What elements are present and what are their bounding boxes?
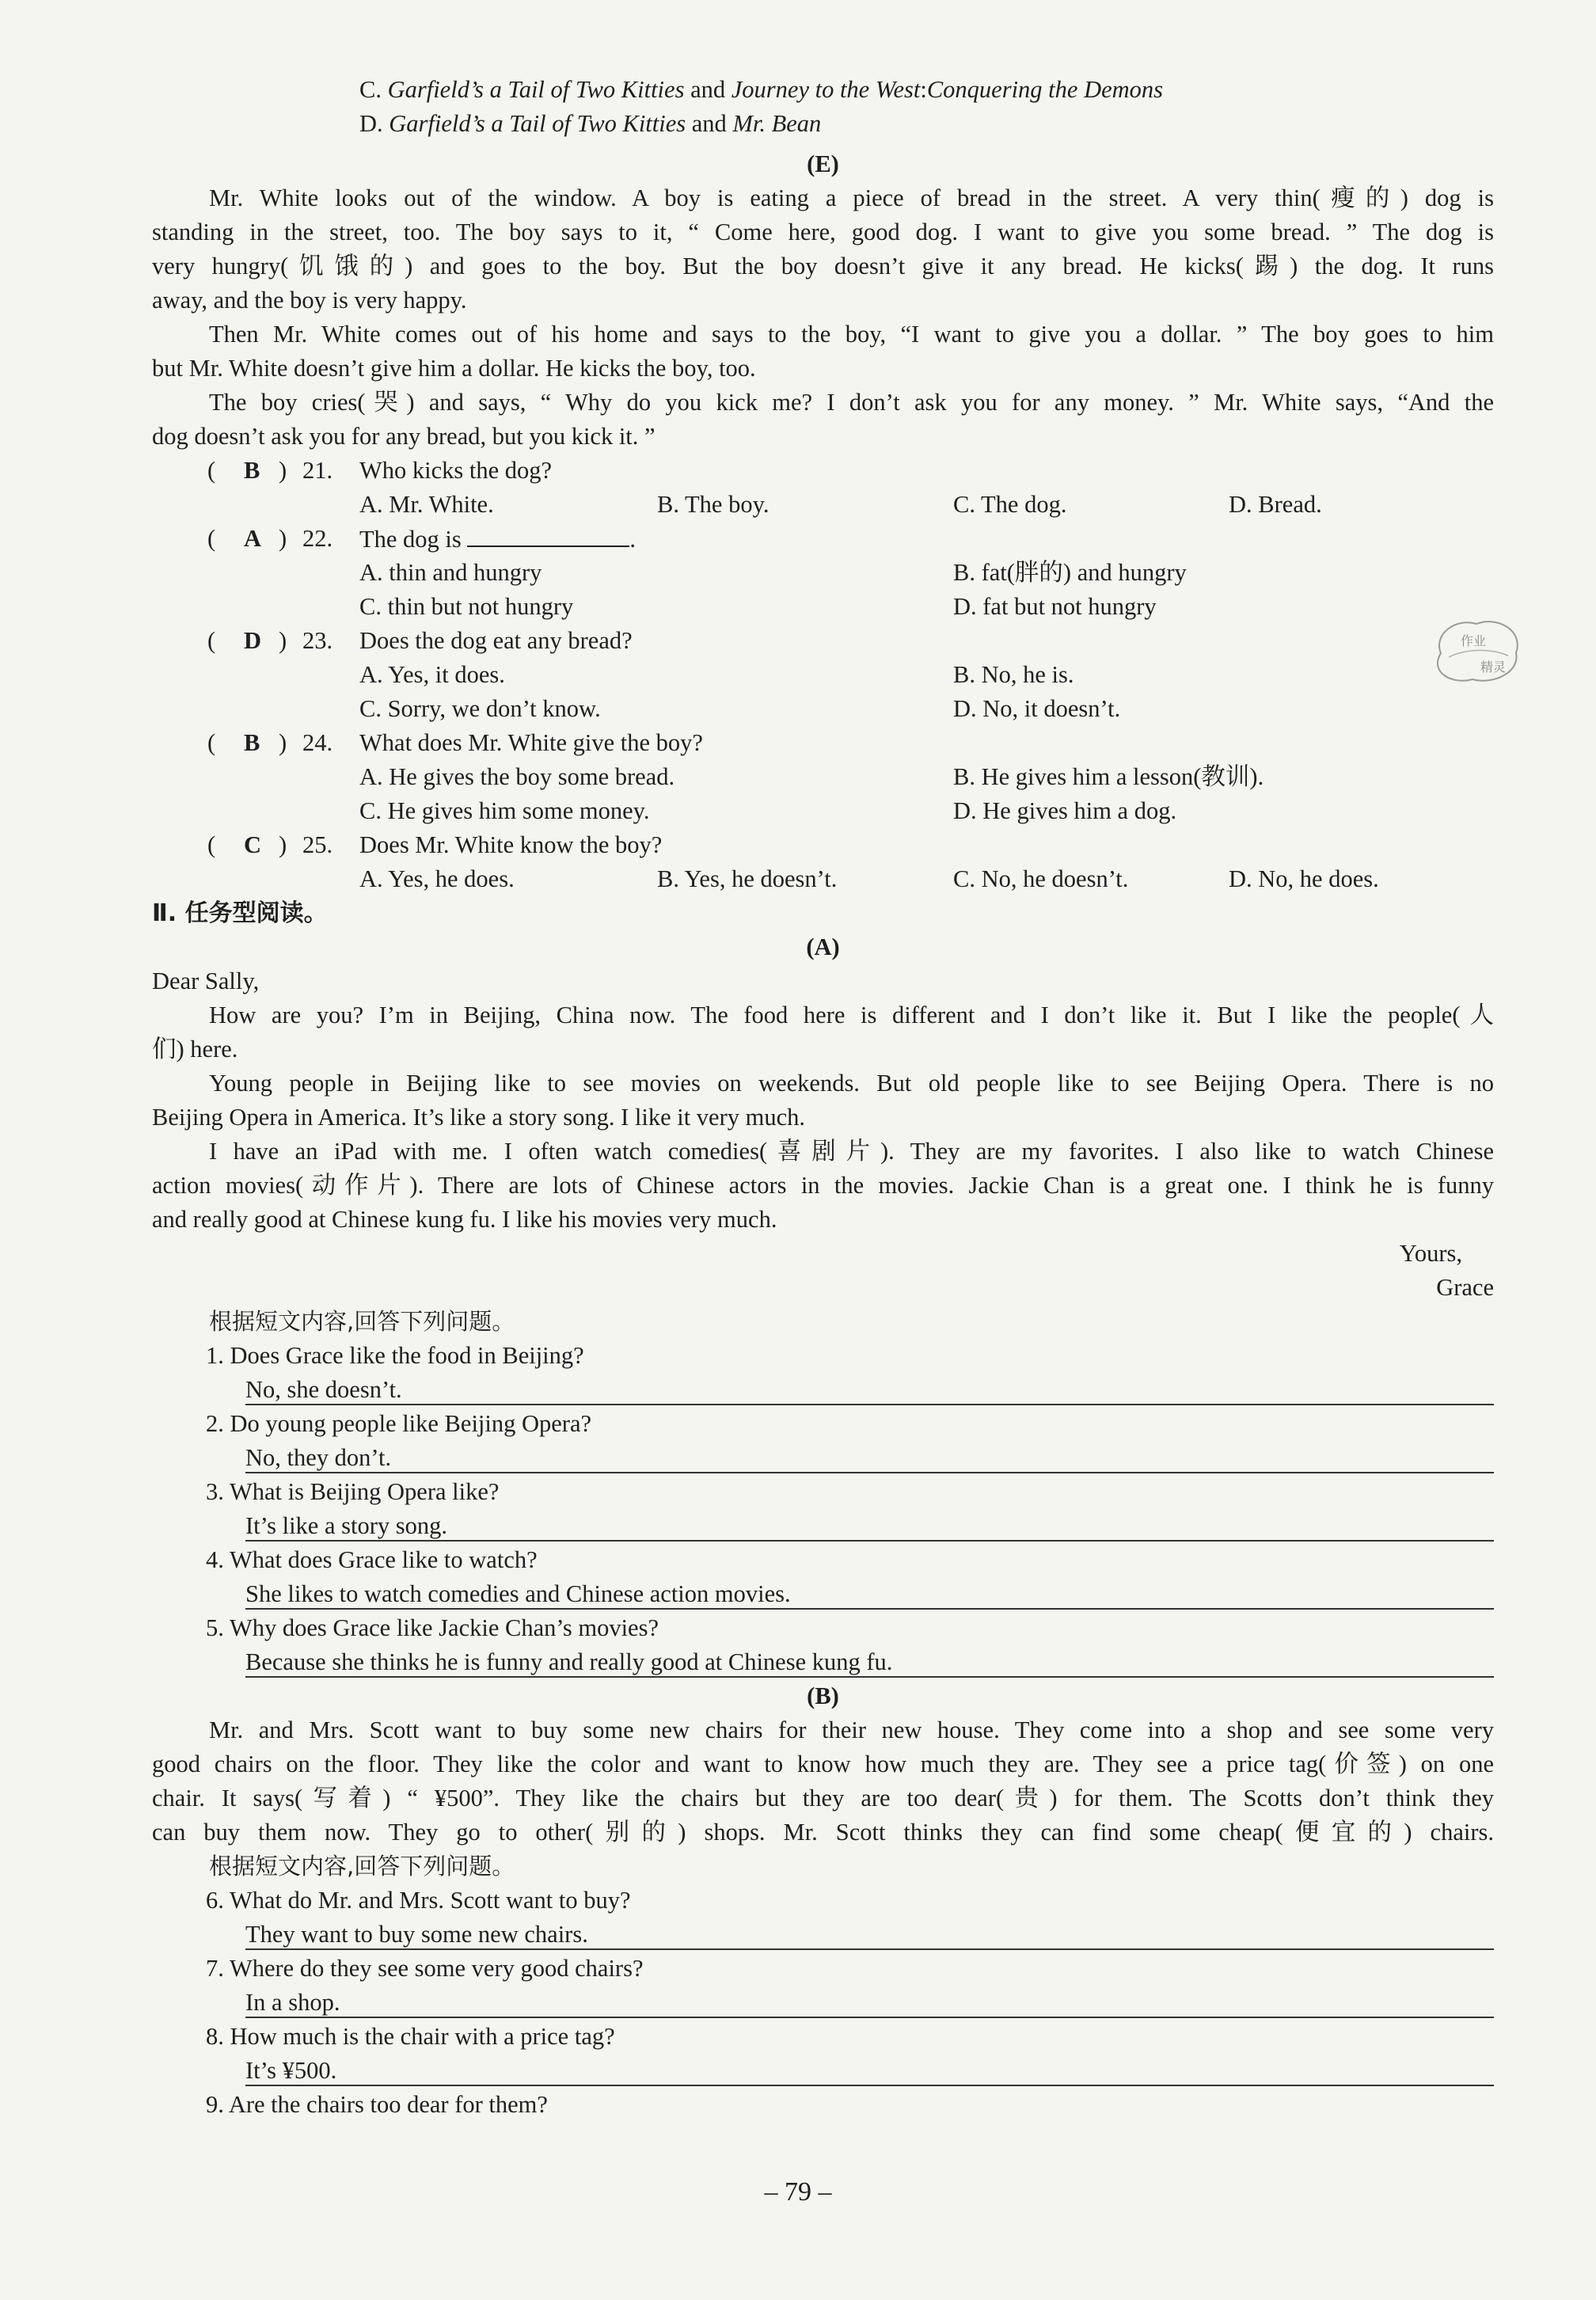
option-b[interactable]: B. Yes, he doesn’t. [657, 865, 838, 892]
letter-para2: Young people in Beijing like to see movies on weekends. But old people like to see Beijing Opera. There is no Beijing Opera in America. It’s like a story song. I like it very much. [152, 1070, 1494, 1131]
question-6: 6. What do Mr. and Mrs. Scott want to buy? [206, 1887, 631, 1914]
instruction-b: 根据短文内容,回答下列问题。 [209, 1853, 515, 1880]
page-number: – 79 – [764, 2177, 832, 2207]
answer-8[interactable]: It’s ¥500. [152, 2054, 1494, 2088]
question-24-options-row2 [152, 794, 1494, 828]
passage-e-para3: The boy cries(哭) and says, “ Why do you kick me? I don’t ask you for any money. ” Mr. White says, “And the dog doesn’t ask you for any bread, but you kick it. ” [152, 389, 1494, 450]
option-c: C. Garfield’s a Tail of Two Kitties and Journey to the West:Conquering the Demons [359, 76, 1164, 103]
option-b[interactable]: B. The boy. [657, 491, 770, 518]
option-a[interactable]: A. Yes, it does. [359, 661, 505, 688]
option-c[interactable]: C. No, he doesn’t. [953, 865, 1129, 892]
answer-4[interactable]: She likes to watch comedies and Chinese action movies. [152, 1577, 1494, 1611]
section-header-a: (A) [806, 933, 840, 960]
question-1: 1. Does Grace like the food in Beijing? [206, 1342, 584, 1369]
mc-questions [152, 454, 1494, 896]
question-21-options [152, 488, 1494, 522]
answer-7[interactable]: In a shop. [152, 1986, 1494, 2020]
question-25-options [152, 862, 1494, 896]
question-22: ( A ) 22. The dog is . [152, 522, 1494, 556]
option-c[interactable]: C. He gives him some money. [359, 797, 650, 824]
qa-list-a [152, 1339, 1494, 1679]
svg-text:作业: 作业 [1461, 633, 1487, 648]
answer-1[interactable]: No, she doesn’t. [152, 1373, 1494, 1407]
option-d[interactable]: D. Bread. [1229, 491, 1322, 518]
question-22-options-row1 [152, 556, 1494, 590]
option-d: D. Garfield’s a Tail of Two Kitties and Mr. Bean [359, 110, 822, 137]
option-d[interactable]: D. No, it doesn’t. [953, 695, 1121, 722]
answer-letter: C [244, 831, 262, 858]
option-c[interactable]: C. Sorry, we don’t know. [359, 695, 601, 722]
question-22-options-row2 [152, 590, 1494, 624]
option-d[interactable]: D. He gives him a dog. [953, 797, 1177, 824]
option-c[interactable]: C. thin but not hungry [359, 593, 574, 620]
question-3: 3. What is Beijing Opera like? [206, 1478, 500, 1505]
passage-b: Mr. and Mrs. Scott want to buy some new chairs for their new house. They come into a shop and see some very good chairs on the floor. They like the color and want to know how much they are. They see a price tag(价签) on one chair. It says(写着) “ ¥500”. They like the chairs but they are too dear(贵) for them. The Scotts don’t think they can buy them now. They go to other(别的) shops. Mr. Scott thinks they can find some cheap(便宜的) chairs. [152, 1716, 1494, 1846]
answer-letter: B [244, 729, 260, 756]
option-a[interactable]: A. thin and hungry [359, 559, 542, 586]
passage-e-para1: Mr. White looks out of the window. A boy is eating a piece of bread in the street. A very thin(瘦的) dog is standing in the street, too. The boy says to it, “ Come here, good dog. I want to give you some bread. ” The dog is very hungry(饥饿的) and goes to the boy. But the boy doesn’t give it any bread. He kicks(踢) the dog. It runs away, and the boy is very happy. [152, 184, 1494, 314]
option-b[interactable]: B. fat(胖的) and hungry [953, 559, 1187, 586]
letter-para1: How are you? I’m in Beijing, China now. The food here is different and I don’t like it. But I like the people(人 们) here. [152, 1002, 1494, 1063]
question-25: ( C ) 25. Does Mr. White know the boy? [152, 828, 1494, 862]
option-b[interactable]: B. He gives him a lesson(教训). [953, 763, 1264, 790]
answer-blank[interactable] [467, 522, 629, 547]
section-title: Ⅱ. 任务型阅读。 [152, 899, 328, 927]
letter-para3: I have an iPad with me. I often watch comedies(喜剧片). They are my favorites. I also like to watch Chinese action movies(动作片). There are lots of Chinese actors in the movies. Jackie Chan is a great one. I think he is funny and really good at Chinese kung fu. I like his movies very much. [152, 1138, 1494, 1233]
prev-options [152, 73, 1494, 141]
letter-signature: Grace [1436, 1274, 1494, 1301]
passage-e-para2: Then Mr. White comes out of his home and says to the boy, “I want to give you a dollar. ” The boy goes to him but Mr. White doesn’t give him a dollar. He kicks the boy, too. [152, 321, 1494, 382]
option-d[interactable]: D. fat but not hungry [953, 593, 1157, 620]
question-5: 5. Why does Grace like Jackie Chan’s movies? [206, 1614, 659, 1641]
section-header-b: (B) [807, 1682, 839, 1709]
qa-list-b [152, 1884, 1494, 2122]
answer-3[interactable]: It’s like a story song. [152, 1509, 1494, 1543]
question-21: ( B ) 21. Who kicks the dog? [152, 454, 1494, 488]
letter-greeting: Dear Sally, [152, 968, 260, 994]
option-c[interactable]: C. The dog. [953, 491, 1067, 518]
question-9: 9. Are the chairs too dear for them? [206, 2091, 548, 2118]
answer-2[interactable]: No, they don’t. [152, 1441, 1494, 1475]
answer-6[interactable]: They want to buy some new chairs. [152, 1918, 1494, 1952]
question-23-options-row1 [152, 658, 1494, 692]
letter-closing: Yours, [1399, 1240, 1462, 1267]
svg-text:精灵: 精灵 [1480, 660, 1507, 675]
section-header: (E) [807, 150, 839, 177]
answer-letter: B [244, 457, 260, 484]
answer-5[interactable]: Because she thinks he is funny and really good at Chinese kung fu. [152, 1645, 1494, 1679]
passage-e [152, 147, 1494, 454]
question-4: 4. What does Grace like to watch? [206, 1546, 538, 1573]
question-7: 7. Where do they see some very good chairs? [206, 1955, 644, 1982]
option-a[interactable]: A. He gives the boy some bread. [359, 763, 675, 790]
question-24-options-row1 [152, 760, 1494, 794]
answer-letter: D [244, 627, 262, 654]
question-23: ( D ) 23. Does the dog eat any bread? [152, 624, 1494, 658]
stamp-logo-icon [1425, 610, 1528, 689]
question-23-options-row2 [152, 692, 1494, 726]
question-24: ( B ) 24. What does Mr. White give the boy? [152, 726, 1494, 760]
option-a[interactable]: A. Yes, he does. [359, 865, 515, 892]
section-2 [152, 896, 1494, 2122]
answer-letter: A [244, 525, 262, 552]
option-d[interactable]: D. No, he does. [1229, 865, 1379, 892]
option-a[interactable]: A. Mr. White. [359, 491, 494, 518]
instruction: 根据短文内容,回答下列问题。 [209, 1308, 515, 1335]
question-8: 8. How much is the chair with a price tag? [206, 2023, 615, 2050]
option-b[interactable]: B. No, he is. [953, 661, 1074, 688]
question-2: 2. Do young people like Beijing Opera? [206, 1410, 592, 1437]
